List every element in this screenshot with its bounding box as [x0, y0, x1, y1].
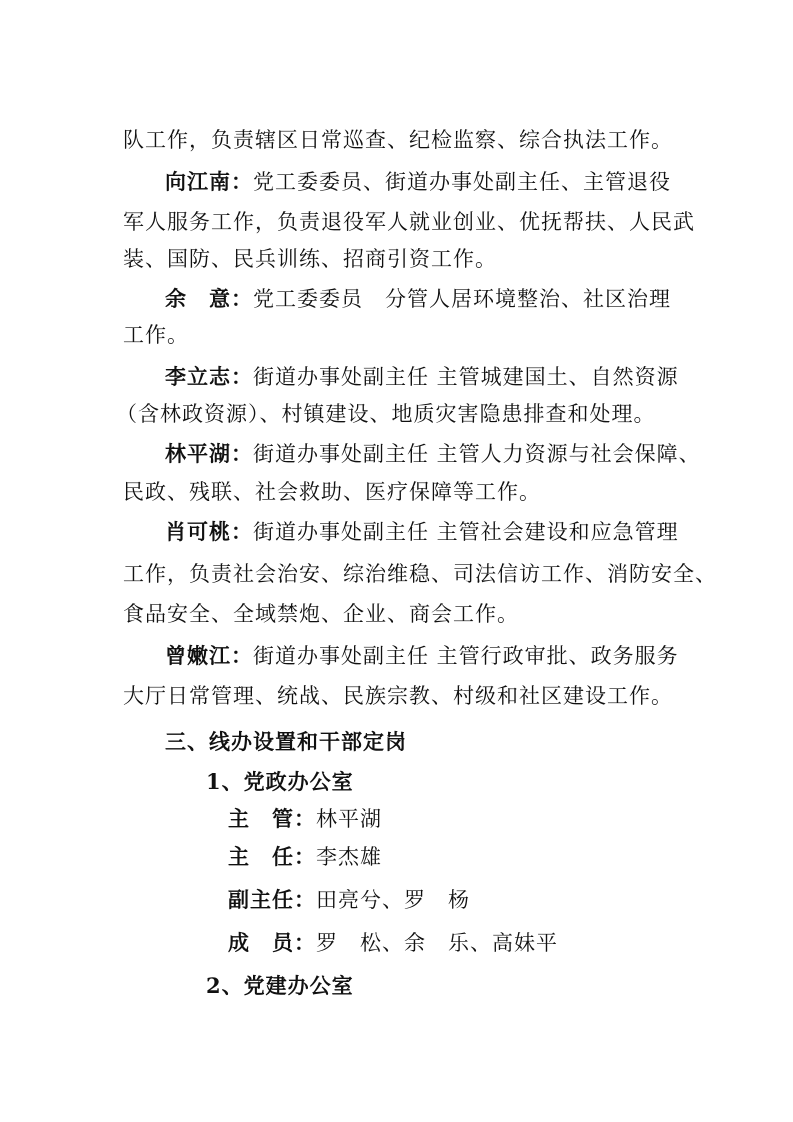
role-value: 田亮兮、罗 杨: [316, 888, 470, 912]
duty-paragraph-li: 李立志：街道办事处副主任 主管城建国土、自然资源: [165, 364, 679, 389]
duty-line: 工作。: [123, 323, 189, 347]
role-label: 副主任：: [228, 887, 316, 912]
role-row: [228, 805, 382, 833]
role-label: 主 任：: [228, 844, 316, 869]
paragraph-continuation: 队工作，负责辖区日常巡查、纪检监察、综合执法工作。: [123, 128, 673, 152]
role-row: [228, 929, 558, 957]
role-value: 林平湖: [316, 807, 382, 831]
duty-paragraph-xiang: 向江南：党工委委员、街道办事处副主任、主管退役: [165, 169, 671, 194]
duty-line: 装、国防、民兵训练、招商引资工作。: [123, 247, 497, 271]
role-label: 主 管：: [228, 806, 316, 831]
role-value: 李杰雄: [316, 845, 382, 869]
person-name: 肖可桃：: [165, 519, 253, 544]
role-row: [228, 886, 470, 914]
duty-paragraph-yu: 余 意：党工委委员 分管人居环境整治、社区治理: [165, 286, 671, 311]
duty-paragraph-xiao: 肖可桃：街道办事处副主任 主管社会建设和应急管理: [165, 519, 679, 544]
duty-line: 食品安全、全域禁炮、企业、商会工作。: [123, 602, 519, 626]
role-value: 罗 松、余 乐、高妹平: [316, 931, 558, 955]
duty-line: 工作，负责社会治安、综治维稳、司法信访工作、消防安全、: [123, 562, 717, 586]
person-name: 李立志：: [165, 364, 253, 389]
duty-paragraph-zeng: 曾嫩江：街道办事处副主任 主管行政审批、政务服务: [165, 643, 679, 668]
role-row: [228, 843, 382, 871]
office-title: 2、党建办公室: [206, 973, 354, 998]
person-name: 林平湖：: [165, 441, 253, 466]
duty-line: 民政、残联、社会救助、医疗保障等工作。: [123, 480, 541, 504]
duty-line: 大厅日常管理、统战、民族宗教、村级和社区建设工作。: [123, 684, 673, 708]
role-label: 成 员：: [228, 930, 316, 955]
duty-paragraph-lin: 林平湖：街道办事处副主任 主管人力资源与社会保障、: [165, 441, 701, 466]
duty-line: （含林政资源）、村镇建设、地质灾害隐患排查和处理。: [116, 402, 656, 426]
section-heading: 三、线办设置和干部定岗: [165, 729, 407, 754]
person-name: 曾嫩江：: [165, 643, 253, 668]
duty-line: 军人服务工作，负责退役军人就业创业、优抚帮扶、人民武: [123, 210, 695, 234]
person-name: 余 意：: [165, 286, 253, 311]
person-name: 向江南：: [165, 169, 253, 194]
office-title: 1、党政办公室: [206, 769, 354, 794]
